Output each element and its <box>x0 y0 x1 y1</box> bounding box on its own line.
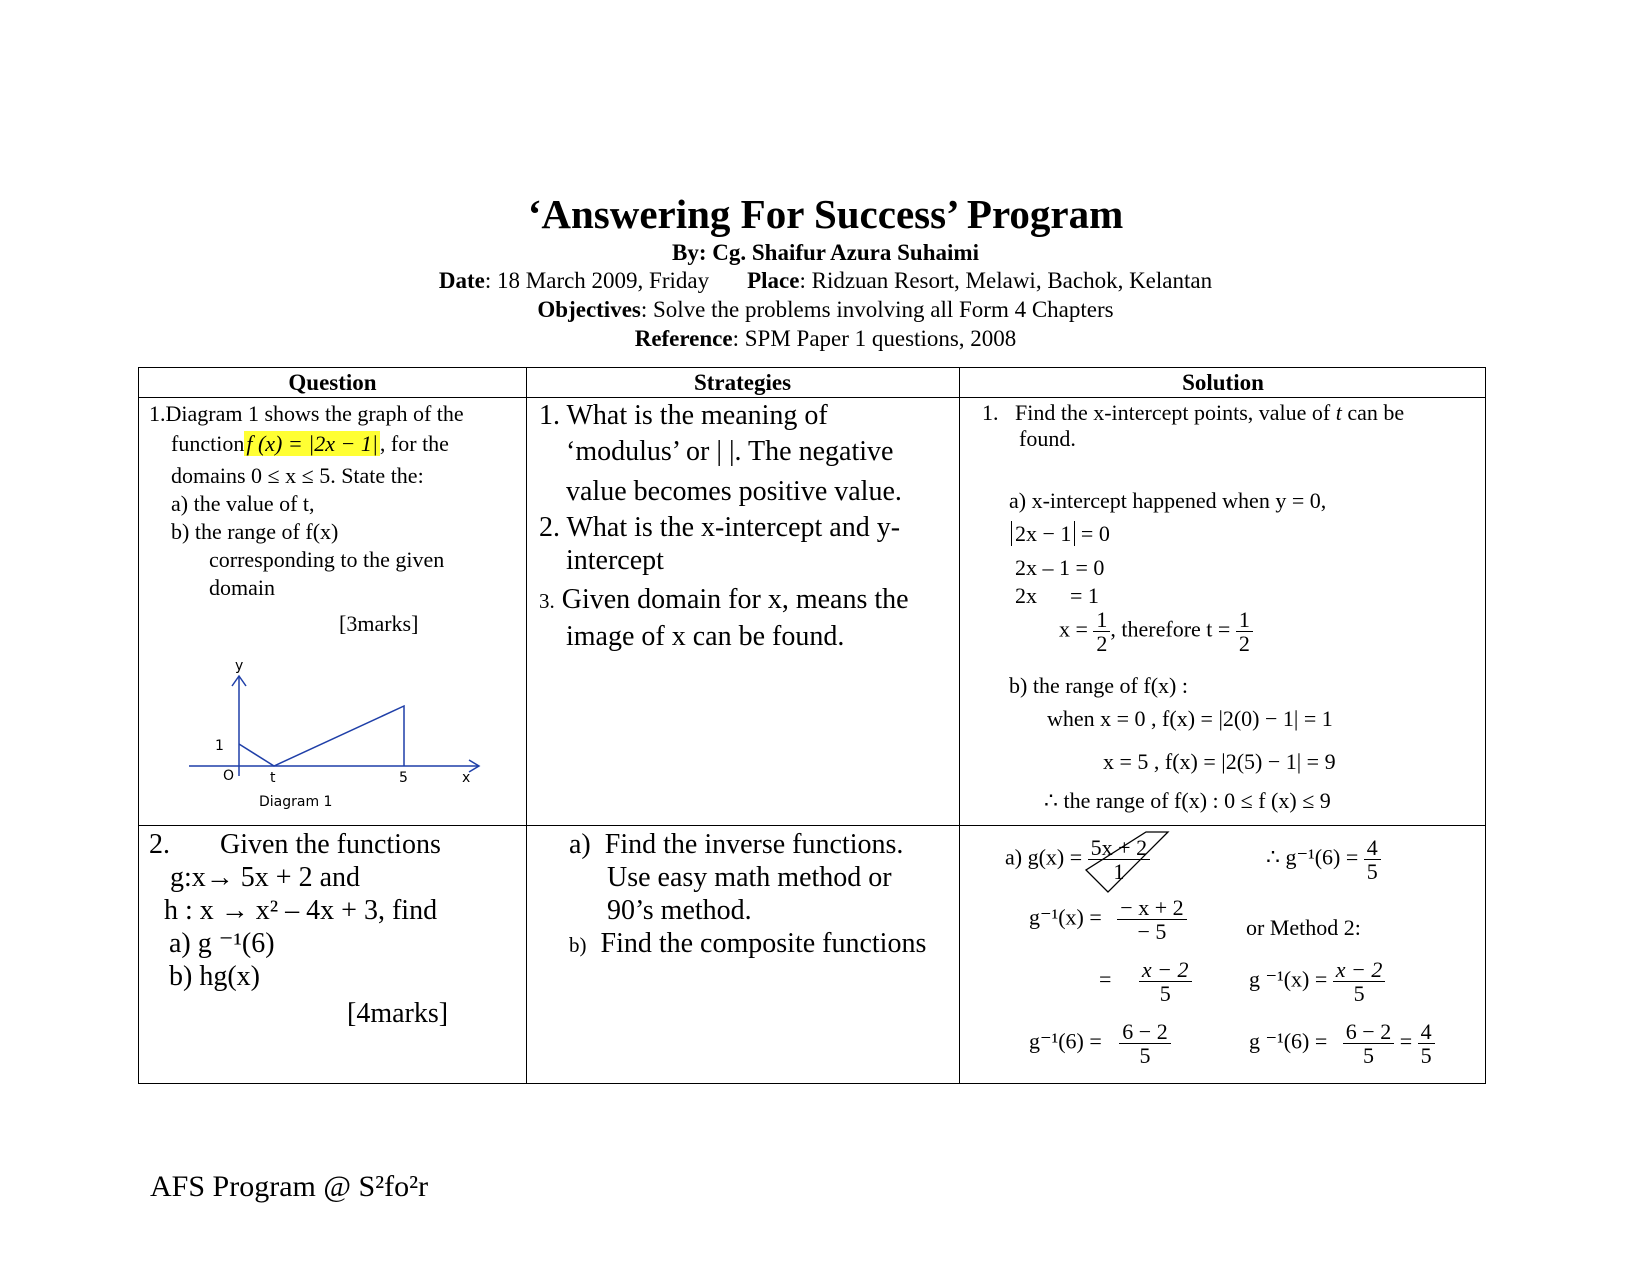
numerator: 6 − 2 <box>1343 1020 1394 1044</box>
q2-text: Given the functions <box>220 829 441 860</box>
solution-text: when x = 0 , f(x) = <box>1047 706 1213 731</box>
solution-part-a-head: a) x-intercept happened when y = 0, <box>1009 488 1327 513</box>
strategy-text: Find the inverse functions. <box>604 829 904 860</box>
g-inverse-6-label: g ⁻¹(6) = <box>1249 1028 1328 1054</box>
strategy-item <box>539 398 954 434</box>
strategy-text: What is the x-intercept and y- <box>566 512 901 543</box>
q2-line <box>149 828 521 861</box>
q1-part-b-cont: domain <box>209 575 275 600</box>
q1-strategies <box>539 398 954 655</box>
solution-eq: 2x − 1 = 0 <box>1011 521 1110 547</box>
column-divider <box>959 368 960 1083</box>
place-label: Place <box>747 268 800 293</box>
strategy-number: b) <box>569 933 587 957</box>
q2-strategies <box>539 828 954 962</box>
solution-x-half <box>1059 608 1253 655</box>
strategy-text: What is the meaning of <box>566 400 828 431</box>
denominator: − 5 <box>1137 919 1167 945</box>
denominator: 5 <box>1139 1043 1151 1069</box>
strategy-number: a) <box>569 829 591 860</box>
therefore-text: , therefore t = <box>1110 616 1231 642</box>
equals-sign: = <box>1099 966 1112 992</box>
strategy-number: 3. <box>539 589 555 613</box>
fraction-one-half <box>1236 608 1253 655</box>
author-line: By: Cg. Shaifur Azura Suhaimi <box>672 240 979 265</box>
fraction-one-half <box>1093 608 1110 655</box>
q2-solution-ginv6 <box>1029 1020 1171 1067</box>
strategy-item <box>569 828 954 861</box>
x-equals: x = <box>1059 616 1088 642</box>
page-footer: AFS Program @ S²fo²r <box>150 1170 429 1203</box>
fraction-6-minus-2 <box>1343 1020 1394 1067</box>
solution-when-0 <box>1047 706 1333 732</box>
q2-part-a: a) g ⁻¹(6) <box>169 928 275 959</box>
objectives-line <box>0 297 1651 323</box>
numerator: 6 − 2 <box>1119 1020 1170 1044</box>
denominator: 5 <box>1353 981 1365 1007</box>
denominator: 5 <box>1362 1043 1374 1069</box>
reference-value: : SPM Paper 1 questions, 2008 <box>732 326 1017 351</box>
denominator: 5 <box>1159 981 1171 1007</box>
objectives-value: : Solve the problems involving all Form 4 Chapters <box>640 297 1114 322</box>
q1-function-word: function <box>171 431 245 456</box>
fraction-final <box>1418 1020 1435 1067</box>
solution-text: x = 5 , f(x) = <box>1103 749 1216 774</box>
page-title: ‘Answering For Success’ Program <box>527 191 1124 237</box>
solution-eq: 2x = 1 <box>1015 583 1099 608</box>
numerator: 1 <box>1093 608 1110 632</box>
q2-solution-ginv <box>1029 896 1187 943</box>
strategy-text: Given domain for x, means the <box>561 584 909 615</box>
denominator: 5 <box>1366 859 1378 885</box>
strategy-text: ‘modulus’ or | |. The negative <box>566 436 894 467</box>
denominator: 5 <box>1420 1043 1432 1069</box>
row-divider <box>139 825 1485 826</box>
place-value: : Ridzuan Resort, Melawi, Bachok, Kelantan <box>799 268 1213 293</box>
q2-method2-ginv6 <box>1249 1020 1435 1067</box>
fraction-x-minus-2 <box>1333 958 1386 1005</box>
y-one-label: 1 <box>215 738 224 754</box>
strategy-item <box>539 510 954 546</box>
question-2 <box>149 828 521 1030</box>
objectives-label: Objectives <box>537 297 641 322</box>
column-divider <box>526 368 527 1083</box>
date-label: Date <box>438 268 485 293</box>
question-table <box>138 367 1486 1084</box>
column-header-strategies: Strategies <box>693 370 792 395</box>
numerator: x − 2 <box>1333 958 1386 982</box>
q1-part-b-cont: corresponding to the given <box>209 547 445 572</box>
g-of-x-label: a) g(x) = <box>1005 844 1083 870</box>
function-graph-line <box>239 706 404 766</box>
solution-text: can be <box>1347 400 1405 425</box>
date-value: : 18 March 2009, Friday <box>484 268 710 293</box>
reference-label: Reference <box>634 326 733 351</box>
solution-value: |2(5) − 1| = 9 <box>1221 749 1336 774</box>
q2-solution-simplified <box>1099 958 1192 1005</box>
question-1 <box>149 401 521 637</box>
strategy-text: image of x can be found. <box>566 621 845 652</box>
crossed-box-mark <box>1082 830 1172 898</box>
g-inverse-6-label: g⁻¹(6) = <box>1029 1028 1102 1054</box>
strategy-text: intercept <box>566 545 664 576</box>
numerator: 5x + 2 <box>1088 836 1150 860</box>
q2-marks: [4marks] <box>347 998 449 1029</box>
fraction-x-minus-2 <box>1139 958 1192 1005</box>
fraction-g-inverse <box>1117 896 1186 943</box>
diagram-caption: Diagram 1 <box>259 794 333 810</box>
q2-method2-ginv <box>1249 958 1385 1005</box>
numerator: − x + 2 <box>1117 896 1186 920</box>
solution-step <box>982 400 1482 426</box>
solution-value: |2(0) − 1| = 1 <box>1218 706 1333 731</box>
q2-part-b: b) hg(x) <box>169 961 260 992</box>
therefore-text: ∴ g⁻¹(6) = <box>1266 844 1359 870</box>
q2-number: 2. <box>149 829 170 860</box>
date-place-line <box>0 268 1651 294</box>
strategy-text: Find the composite functions <box>600 928 927 959</box>
fraction-result <box>1364 836 1381 883</box>
q1-line: 1.Diagram 1 shows the graph of the <box>149 401 464 426</box>
q1-marks: [3marks] <box>339 611 419 636</box>
numerator: 4 <box>1364 836 1381 860</box>
strategy-number: 2. <box>539 512 560 543</box>
strategy-item <box>539 582 954 619</box>
solution-when-5 <box>1103 749 1336 775</box>
solution-part-b-head: b) the range of f(x) : <box>1009 673 1188 698</box>
q1-formula: f (x) = |2x − 1| <box>246 431 378 456</box>
strategy-text: Use easy math method or <box>607 862 892 893</box>
g-inverse-label: g⁻¹(x) = <box>1029 904 1102 930</box>
fraction-6-minus-2 <box>1119 1020 1170 1067</box>
q1-for-the: , for the <box>379 431 449 456</box>
solution-text: Find the x-intercept points, value of <box>1015 400 1331 425</box>
modulus-expression: 2x − 1 <box>1011 521 1075 546</box>
x-axis-label: x <box>462 770 471 786</box>
or-method-2: or Method 2: <box>1246 915 1361 940</box>
solution-text: found. <box>1019 426 1076 451</box>
q2-solution-a <box>1005 836 1150 883</box>
denominator: 2 <box>1238 631 1250 657</box>
q2-line: g:x→ 5x + 2 and <box>170 862 360 893</box>
reference-line <box>0 326 1651 352</box>
origin-label: O <box>223 768 235 784</box>
column-header-solution: Solution <box>1182 370 1264 395</box>
q1-domain: domains 0 ≤ x ≤ 5. State the: <box>171 463 424 488</box>
solution-range: ∴ the range of f(x) : 0 ≤ f (x) ≤ 9 <box>1044 788 1331 813</box>
strategy-text: value becomes positive value. <box>566 476 902 507</box>
q2-solution-result <box>1266 836 1381 883</box>
solution-eq: 2x – 1 = 0 <box>1015 555 1105 580</box>
q1-part-a: a) the value of t, <box>171 491 315 516</box>
denominator: 1 <box>1113 859 1125 885</box>
diagram-1-graph <box>179 658 499 818</box>
column-header-question: Question <box>288 370 377 395</box>
q2-line: h : x → x² – 4x + 3, find <box>164 895 438 926</box>
y-axis-label: y <box>235 658 244 674</box>
solution-number: 1. <box>982 400 999 425</box>
five-label: 5 <box>399 770 408 786</box>
equals-sign: = <box>1399 1028 1413 1054</box>
solution-var-t: t <box>1335 400 1342 425</box>
numerator: 4 <box>1418 1020 1435 1044</box>
strategy-item <box>569 927 954 962</box>
strategy-number: 1. <box>539 400 560 431</box>
denominator: 2 <box>1096 631 1108 657</box>
numerator: x − 2 <box>1139 958 1192 982</box>
q1-part-b: b) the range of f(x) <box>171 519 339 544</box>
fraction-g-x <box>1088 836 1150 883</box>
q1-solution <box>982 400 1482 452</box>
numerator: 1 <box>1236 608 1253 632</box>
strategy-text: 90’s method. <box>607 895 752 926</box>
t-label: t <box>270 770 276 786</box>
g-inverse-label: g ⁻¹(x) = <box>1249 966 1328 992</box>
q1-function-line <box>171 431 521 457</box>
